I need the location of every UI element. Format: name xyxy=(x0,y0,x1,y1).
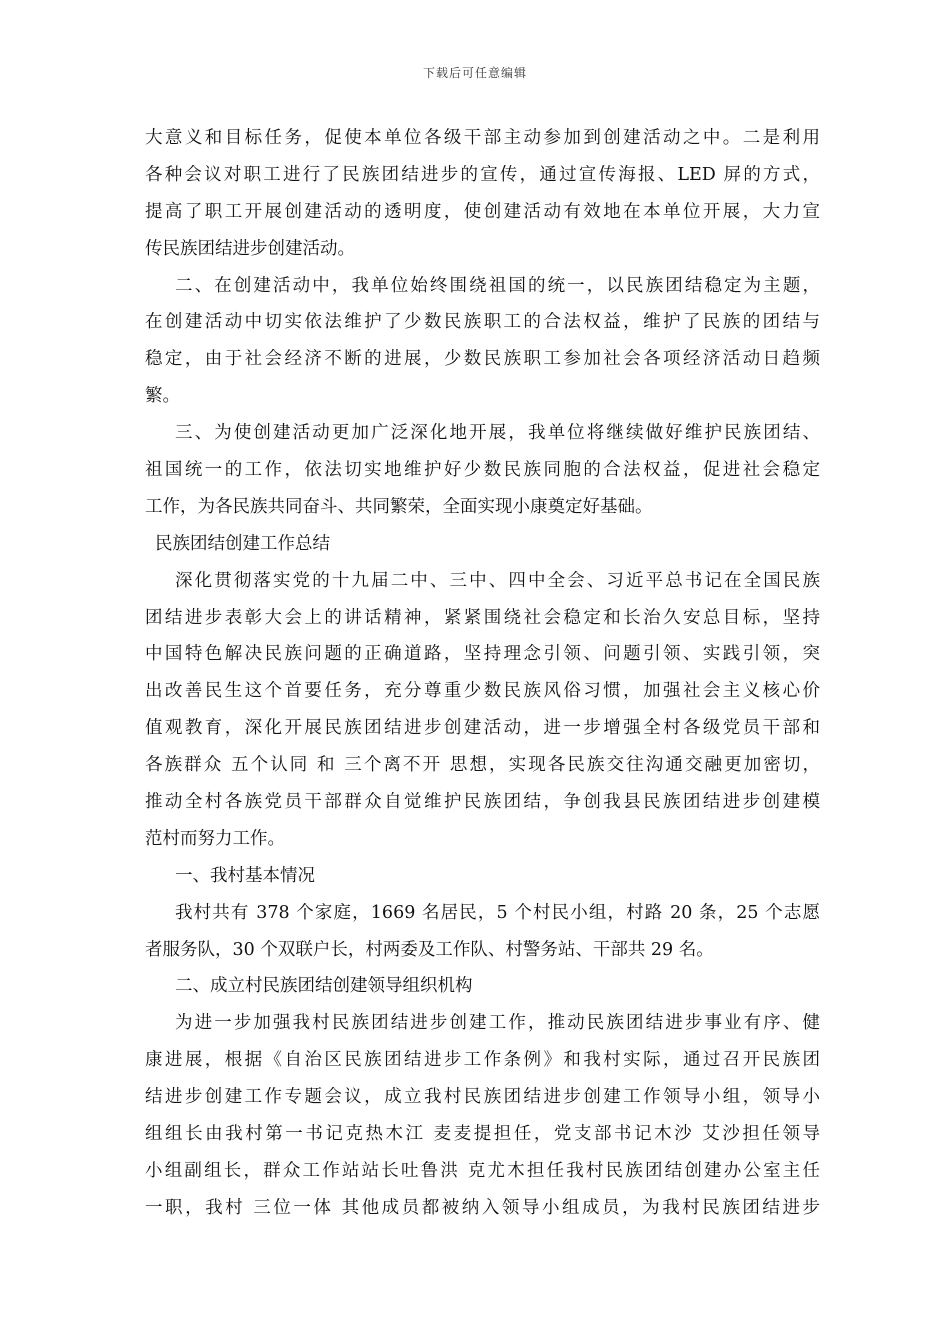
paragraph-line: 结进步创建工作专题会议，成立我村民族团结进步创建工作领导小组，领导小 xyxy=(145,1087,820,1108)
paragraph-line: 为进一步加强我村民族团结进步创建工作，推动民族团结进步事业有序、健 xyxy=(175,1013,820,1034)
paragraph-line: 提高了职工开展创建活动的透明度，使创建活动有效地在本单位开展，大力宣 xyxy=(145,201,820,222)
paragraph-line: 小组副组长，群众工作站站长吐鲁洪 克尤木担任我村民族团结创建办公室主任 xyxy=(145,1160,820,1181)
paragraph-line: 中国特色解决民族问题的正确道路，坚持理念引领、问题引领、实践引领，突 xyxy=(145,644,820,665)
paragraph-line: 繁。 xyxy=(145,386,180,407)
paragraph-line: 推动全村各族党员干部群众自觉维护民族团结，争创我县民族团结进步创建模 xyxy=(145,792,820,813)
paragraph-line: 范村而努力工作。 xyxy=(145,828,285,849)
paragraph-line: 出改善民生这个首要任务，充分尊重少数民族风俗习惯，加强社会主义核心价 xyxy=(145,681,820,702)
paragraph-line: 康进展，根据《自治区民族团结进步工作条例》和我村实际，通过召开民族团 xyxy=(145,1050,820,1071)
paragraph-line: 各种会议对职工进行了民族团结进步的宣传，通过宣传海报、LED 屏的方式， xyxy=(145,164,820,185)
document-body xyxy=(145,120,820,1227)
paragraph-line: 深化贯彻落实党的十九届二中、三中、四中全会、习近平总书记在全国民族 xyxy=(175,570,820,591)
paragraph-line: 大意义和目标任务，促使本单位各级干部主动参加到创建活动之中。二是利用 xyxy=(145,128,820,148)
paragraph-line: 各族群众 五个认同 和 三个离不开 思想，实现各民族交往沟通交融更加密切， xyxy=(145,755,820,776)
section-title: 民族团结创建工作总结 xyxy=(155,533,330,554)
paragraph-line: 二、成立村民族团结创建领导组织机构 xyxy=(175,976,473,997)
paragraph-line: 在创建活动中切实依法维护了少数民族职工的合法权益，维护了民族的团结与 xyxy=(145,312,820,333)
paragraph-line: 组组长由我村第一书记克热木江 麦麦提担任，党支部书记木沙 艾沙担任领导 xyxy=(145,1124,820,1145)
paragraph-line: 一职，我村 三位一体 其他成员都被纳入领导小组成员，为我村民族团结进步 xyxy=(145,1197,820,1218)
paragraph-line: 稳定，由于社会经济不断的进展，少数民族职工参加社会各项经济活动日趋频 xyxy=(145,349,820,370)
paragraph-line: 工作，为各民族共同奋斗、共同繁荣，全面实现小康奠定好基础。 xyxy=(145,496,653,517)
paragraph-line: 二、在创建活动中，我单位始终围绕祖国的统一，以民族团结稳定为主题， xyxy=(175,275,820,296)
paragraph-line: 者服务队，30 个双联户长，村两委及工作队、村警务站、干部共 29 名。 xyxy=(145,939,714,960)
paragraph-line: 三、为使创建活动更加广泛深化地开展，我单位将继续做好维护民族团结、 xyxy=(175,423,820,444)
page-header: 下载后可任意编辑 xyxy=(422,66,527,80)
paragraph-line: 一、我村基本情况 xyxy=(175,865,315,886)
paragraph-line: 祖国统一的工作，依法切实地维护好少数民族同胞的合法权益，促进社会稳定 xyxy=(145,460,820,481)
paragraph-line: 我村共有 378 个家庭，1669 名居民，5 个村民小组，村路 20 条，25 个志愿 xyxy=(175,902,820,923)
paragraph-line: 值观教育，深化开展民族团结进步创建活动，进一步增强全村各级党员干部和 xyxy=(145,718,820,739)
paragraph-line: 团结进步表彰大会上的讲话精神，紧紧围绕社会稳定和长治久安总目标，坚持 xyxy=(145,607,820,628)
paragraph-line: 传民族团结进步创建活动。 xyxy=(145,238,355,259)
